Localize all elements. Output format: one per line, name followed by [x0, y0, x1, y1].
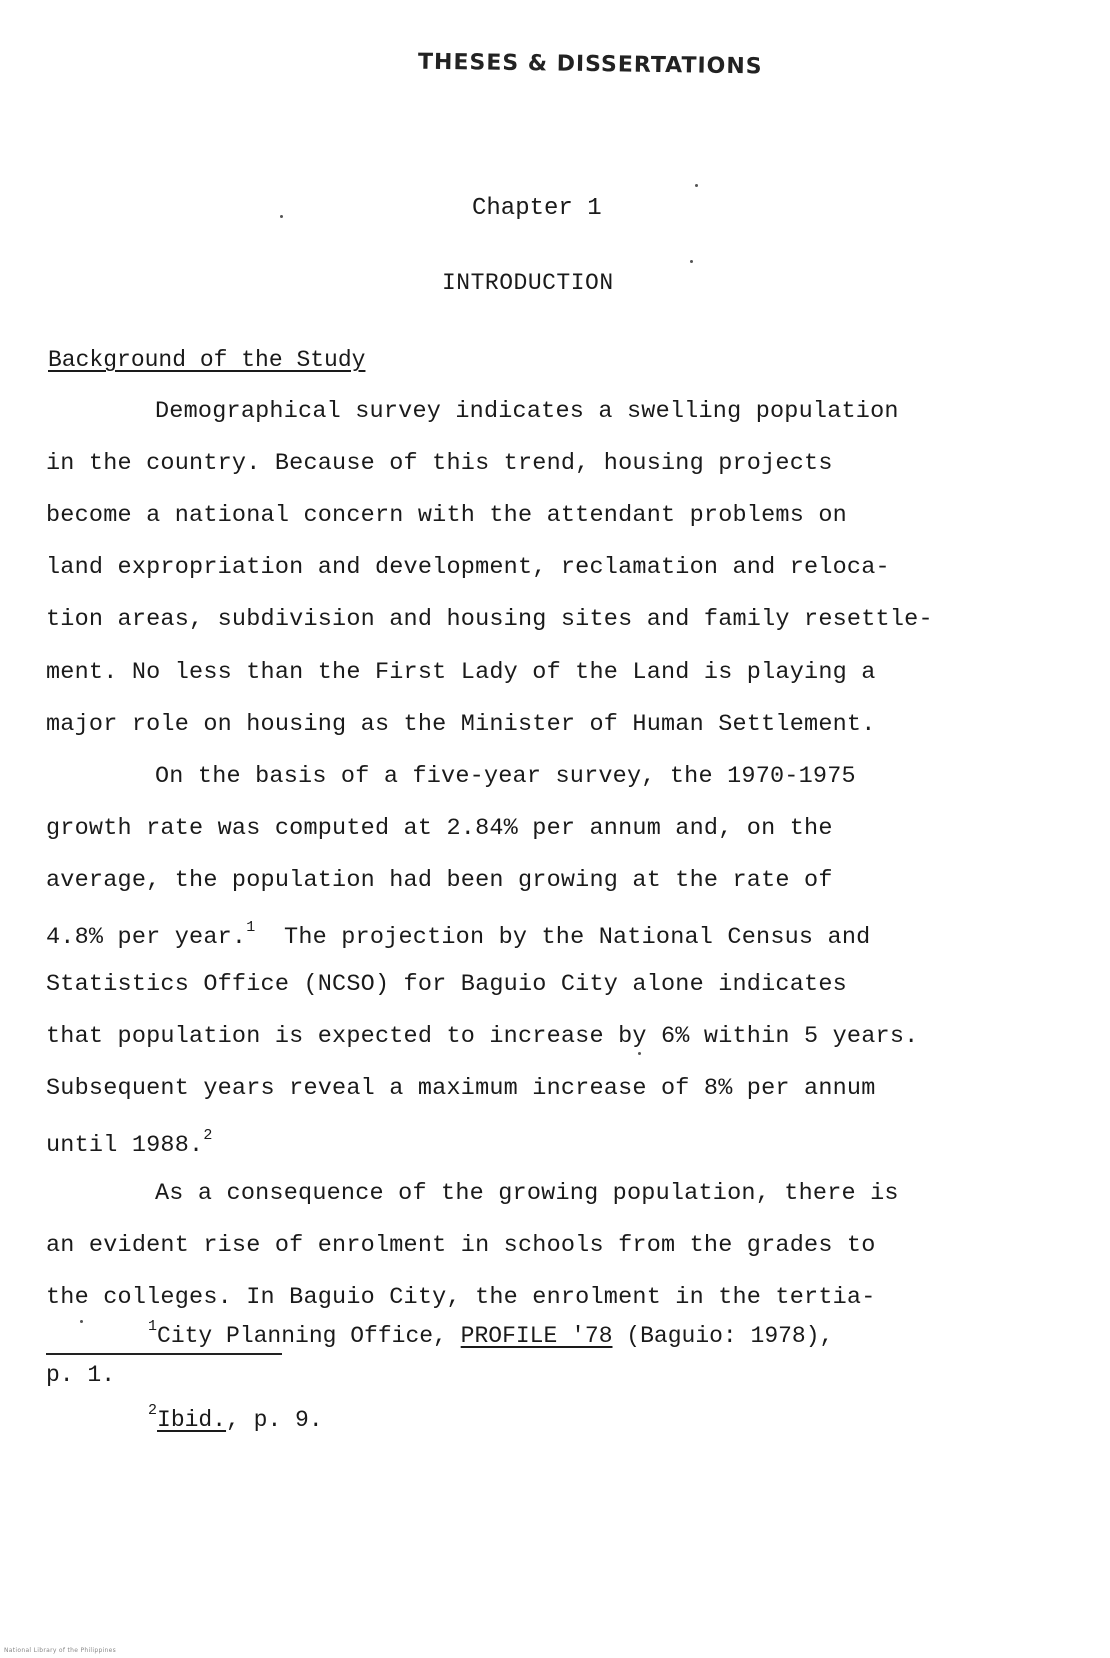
body-line [46, 711, 876, 738]
footnote-marker: 1 [148, 1318, 158, 1335]
body-line [46, 919, 870, 951]
body-line [46, 867, 833, 894]
footnote-1-continuation: p. 1. [46, 1362, 116, 1388]
body-line [46, 502, 847, 529]
body-line-text: Subsequent years reveal a maximum increase of 8% per annum [46, 1075, 876, 1103]
body-line-text: Statistics Office (NCSO) for Baguio City alone indicates [46, 971, 847, 999]
archive-stamp: THESES & DISSERTATIONS [417, 49, 763, 80]
scan-speck [638, 1052, 641, 1055]
body-line-text: On the basis of a five-year survey, the 1970-1975 [155, 762, 856, 790]
body-line-text: major role on housing as the Minister of Human Settlement. [46, 710, 876, 738]
scan-speck [80, 1320, 83, 1323]
body-line [46, 659, 876, 686]
scan-footer: National Library of the Philippines [4, 1647, 117, 1654]
body-line [155, 398, 899, 425]
body-line-text: tion areas, subdivision and housing sites and family resettle- [46, 606, 933, 634]
body-line [46, 1023, 918, 1050]
footnote-reference: 2 [203, 1127, 213, 1145]
body-line-text: until 1988. [46, 1132, 204, 1160]
body-line-text: an evident rise of enrolment in schools from the grades to [46, 1231, 876, 1259]
body-line [46, 815, 833, 842]
body-line-text: The projection by the National Census and [255, 924, 871, 951]
body-line [155, 763, 856, 790]
footnote-text: , p. 9. [226, 1407, 323, 1433]
scan-speck [695, 184, 698, 187]
body-line-text: As a consequence of the growing population, there is [155, 1179, 899, 1207]
body-line-text: average, the population had been growing at the rate of [46, 866, 833, 894]
body-line-text: in the country. Because of this trend, housing projects [46, 450, 833, 478]
body-line-text: that population is expected to increase by 6% within 5 years. [46, 1023, 919, 1051]
body-line-text: ment. No less than the First Lady of the Land is playing a [46, 658, 876, 686]
body-line [46, 1127, 213, 1159]
footnote-2 [148, 1402, 323, 1433]
footnote-reference: 1 [246, 919, 256, 936]
body-line [46, 1232, 876, 1259]
body-line [155, 1180, 899, 1207]
body-line-text: the colleges. In Baguio City, the enrolment in the tertia- [46, 1283, 876, 1311]
body-line [46, 1075, 876, 1102]
section-title: Background of the Study [48, 347, 366, 373]
body-line [46, 971, 847, 998]
body-line-text: growth rate was computed at 2.84% per annum and, on the [46, 814, 833, 842]
footnote-text: (Baguio: 1978), [612, 1323, 834, 1349]
footnote-marker: 2 [148, 1402, 158, 1419]
footnote-title: Ibid. [157, 1407, 227, 1433]
body-line [46, 1284, 876, 1311]
body-line-text: land expropriation and development, reclamation and reloca- [46, 554, 890, 582]
footnote-title: PROFILE '78 [460, 1323, 613, 1349]
footnote-1 [148, 1318, 833, 1349]
footnote-rule [46, 1353, 282, 1355]
footnote-text: City Planning Office, [157, 1323, 461, 1349]
chapter-heading: INTRODUCTION [442, 270, 614, 296]
body-line-text: become a national concern with the attendant problems on [46, 502, 847, 530]
body-line [46, 606, 933, 633]
chapter-number: Chapter 1 [472, 195, 602, 222]
scan-speck [280, 215, 283, 218]
scan-speck [690, 260, 693, 263]
body-line [46, 554, 890, 581]
body-line-text: Demographical survey indicates a swelling population [155, 398, 899, 425]
body-line-text: 4.8% per year. [46, 924, 247, 951]
body-line [46, 450, 833, 477]
